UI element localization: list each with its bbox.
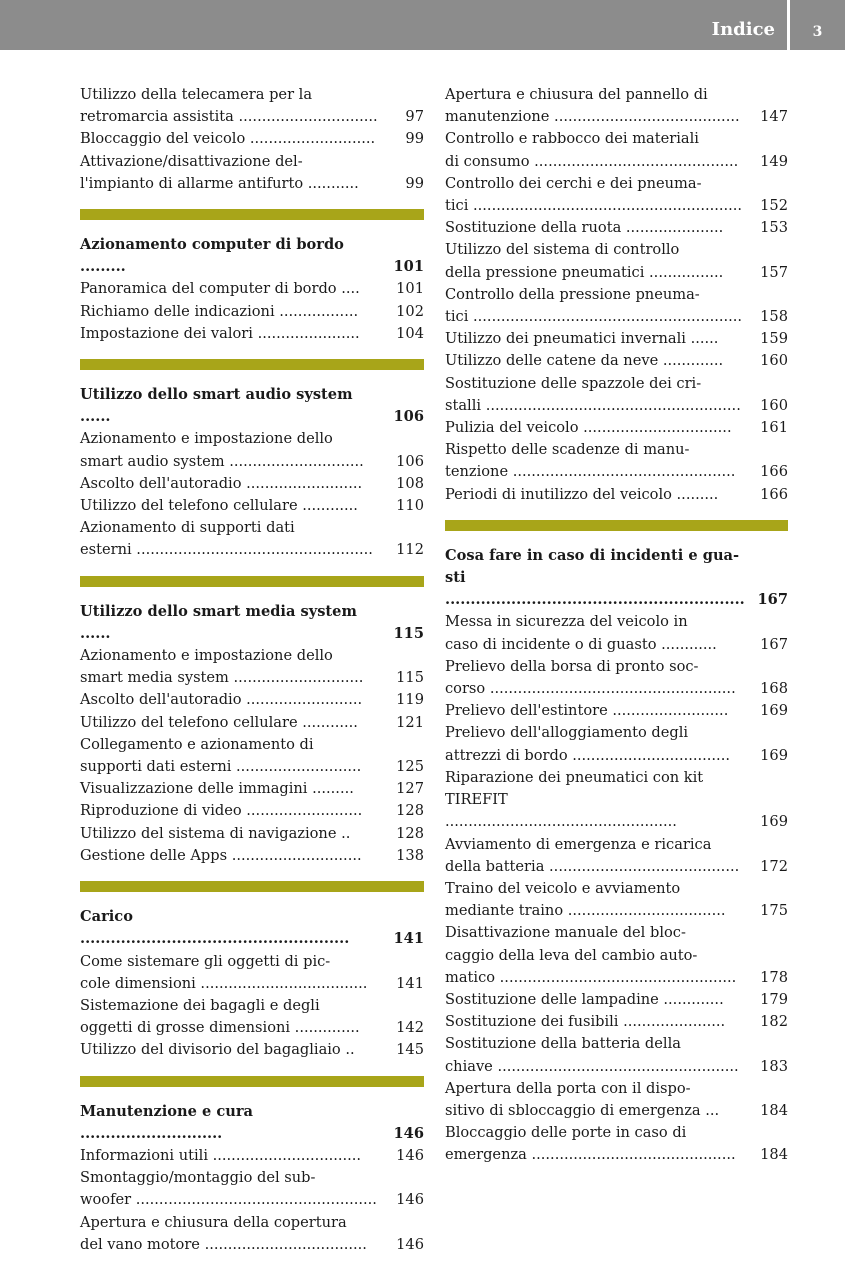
toc-entry-title: Sostituzione della ruota ..................... [445, 219, 724, 237]
toc-entry[interactable] [445, 834, 788, 878]
toc-entry-page: 104 [396, 324, 424, 342]
toc-entry[interactable] [445, 922, 788, 989]
toc-entry-page: 169 [760, 702, 788, 720]
toc-entry-title: Azionamento di supporti dati esterni ................................................... [80, 519, 373, 559]
toc-entry-page: 152 [760, 197, 788, 215]
toc-entry-title: Messa in sicurezza del veicolo in caso di incidente o di guasto ............ [445, 613, 717, 653]
toc-entry[interactable] [445, 350, 788, 372]
toc-entry-page: 178 [760, 968, 788, 986]
toc-entry-title: Sostituzione delle lampadine ............. [445, 990, 724, 1008]
toc-heading[interactable] [80, 234, 424, 278]
toc-heading[interactable] [80, 906, 424, 950]
toc-entry-title: Controllo della pressione pneuma- tici .......................................................... [445, 285, 743, 326]
toc-entry-title: Azionamento e impostazione dello smart media system ............................ [80, 647, 364, 687]
toc-entry-page: 161 [760, 419, 788, 437]
toc-entry[interactable] [80, 1167, 424, 1211]
toc-entry-title: Prelievo dell'estintore ......................... [445, 702, 729, 720]
toc-entry-title: Bloccaggio del veicolo ........................... [80, 130, 376, 148]
toc-entry-title: Riparazione dei pneumatici con kit TIREFIT .................................................. [445, 768, 704, 831]
toc-entry[interactable] [80, 645, 424, 689]
toc-entry[interactable] [80, 845, 424, 867]
toc-entry[interactable] [80, 517, 424, 561]
toc-entry[interactable] [445, 722, 788, 766]
toc-entry[interactable] [445, 656, 788, 700]
toc-entry-title: Utilizzo dei pneumatici invernali ...... [445, 330, 719, 348]
toc-entry-title: Apertura e chiusura del pannello di manutenzione ........................................ [445, 86, 740, 126]
toc-entry-page: 106 [396, 452, 424, 470]
toc-heading[interactable] [80, 601, 424, 645]
section-divider-bar [80, 1076, 424, 1087]
toc-entry-title: Utilizzo della telecamera per la retromarcia assistita .............................. [80, 86, 378, 126]
toc-entry-title: Utilizzo del telefono cellulare ............ [80, 713, 358, 731]
toc-entry[interactable] [445, 217, 788, 239]
toc-entry-page: 125 [396, 758, 424, 776]
toc-entry[interactable] [445, 1122, 788, 1166]
toc-entry-page: 169 [760, 813, 788, 831]
section-divider-bar [80, 881, 424, 892]
toc-entry[interactable] [445, 878, 788, 922]
toc-entry-page: 110 [396, 497, 424, 515]
toc-entry-page: 115 [393, 624, 424, 642]
toc-entry-page: 184 [760, 1101, 788, 1119]
toc-section [80, 881, 424, 1061]
toc-entry-title: Controllo dei cerchi e dei pneuma- tici .......................................................... [445, 174, 743, 215]
toc-entry-title: Avviamento di emergenza e ricarica della batteria ......................................... [445, 835, 740, 875]
toc-entry-title: Riproduzione di video ......................... [80, 802, 363, 820]
toc-entry-title: Impostazione dei valori ...................... [80, 324, 360, 342]
toc-entry-page: 166 [760, 463, 788, 481]
toc-entry[interactable] [80, 495, 424, 517]
toc-entry-title: Disattivazione manuale del bloc- caggio della leva del cambio auto- matico ................................................... [445, 924, 737, 986]
toc-entry[interactable] [80, 995, 424, 1039]
toc-entry[interactable] [445, 284, 788, 328]
toc-entry[interactable] [80, 128, 424, 150]
toc-entry[interactable] [80, 278, 424, 300]
toc-entry-title: Utilizzo del sistema di navigazione .. [80, 824, 351, 842]
toc-section [80, 359, 424, 562]
toc-entry-title: Azionamento e impostazione dello smart audio system ............................. [80, 430, 364, 470]
toc-entry-page: 142 [396, 1019, 424, 1037]
toc-entry[interactable] [445, 239, 788, 283]
toc-entry-title: Come sistemare gli oggetti di pic- cole dimensioni .................................... [80, 952, 368, 992]
toc-entry-page: 184 [760, 1146, 788, 1164]
toc-entry-page: 182 [760, 1013, 788, 1031]
toc-entry-title: Pulizia del veicolo ................................ [445, 419, 732, 437]
toc-entry[interactable] [445, 700, 788, 722]
toc-entry[interactable] [80, 800, 424, 822]
toc-entry-title: Carico ..................................................... [80, 908, 350, 948]
toc-heading[interactable] [445, 545, 788, 612]
toc-entry[interactable] [80, 84, 424, 128]
toc-entry-title: Prelievo dell'alloggiamento degli attrezzi di bordo .................................. [445, 724, 730, 764]
toc-entry-title: Utilizzo del sistema di controllo della pressione pneumatici ................ [445, 241, 724, 281]
toc-entry-title: Sostituzione dei fusibili ...................... [445, 1013, 726, 1031]
toc-entry[interactable] [445, 1011, 788, 1033]
toc-entry[interactable] [445, 1078, 788, 1122]
toc-entry-page: 179 [760, 990, 788, 1008]
toc-section [80, 209, 424, 345]
toc-section [80, 576, 424, 867]
toc-column-right [445, 84, 788, 1181]
toc-entry[interactable] [80, 473, 424, 495]
toc-entry-title: Panoramica del computer di bordo .... [80, 280, 360, 298]
toc-entry-title: Visualizzazione delle immagini ......... [80, 780, 354, 798]
toc-entry[interactable] [80, 428, 424, 472]
toc-entry[interactable] [445, 611, 788, 655]
toc-entry-page: 159 [760, 330, 788, 348]
toc-entry[interactable] [80, 323, 424, 345]
toc-entry-title: Ascolto dell'autoradio ......................... [80, 474, 363, 492]
toc-entry-title: Utilizzo del telefono cellulare ............ [80, 497, 358, 515]
toc-entry-page: 128 [396, 824, 424, 842]
page-header [0, 0, 845, 50]
toc-entry[interactable] [445, 989, 788, 1011]
toc-entry-title: Bloccaggio delle porte in caso di emergenza ............................................ [445, 1124, 736, 1164]
toc-section [80, 1076, 424, 1256]
toc-entry-page: 160 [760, 396, 788, 414]
toc-entry[interactable] [80, 734, 424, 778]
toc-entry-page: 160 [760, 352, 788, 370]
toc-entry[interactable] [80, 1212, 424, 1256]
toc-entry-title: Richiamo delle indicazioni ................. [80, 302, 359, 320]
toc-entry-page: 168 [760, 680, 788, 698]
toc-column-left [80, 84, 424, 1270]
toc-entry-title: Informazioni utili ................................ [80, 1146, 362, 1164]
toc-entry-page: 138 [396, 846, 424, 864]
toc-entry-title: Prelievo della borsa di pronto soc- corso ..................................................... [445, 657, 736, 698]
toc-entry-page: 149 [760, 152, 788, 170]
toc-entry-title: Sistemazione dei bagagli e degli oggetti di grosse dimensioni .............. [80, 996, 360, 1037]
toc-entry-page: 115 [396, 669, 424, 687]
toc-entry-title: Smontaggio/montaggio del sub- woofer .................................................... [80, 1169, 377, 1209]
toc-entry-page: 146 [396, 1235, 424, 1253]
toc-entry-page: 169 [760, 746, 788, 764]
toc-entry-title: Apertura della porta con il dispo- sitivo di sbloccaggio di emergenza ... [445, 1079, 720, 1119]
toc-entry-page: 97 [405, 108, 424, 126]
toc-entry-title: Azionamento computer di bordo ......... [80, 236, 344, 276]
toc-entry-title: Utilizzo del divisorio del bagagliaio .. [80, 1041, 355, 1059]
toc-section [80, 84, 424, 195]
toc-entry-title: Cosa fare in caso di incidenti e gua- sti ........................................................... [445, 546, 745, 609]
toc-entry-page: 101 [396, 280, 424, 298]
toc-entry-page: 157 [760, 263, 788, 281]
toc-entry-title: Utilizzo delle catene da neve ............. [445, 352, 724, 370]
toc-entry-title: Traino del veicolo e avviamento mediante traino .................................. [445, 879, 726, 920]
toc-entry[interactable] [445, 128, 788, 172]
toc-entry[interactable] [80, 1039, 424, 1061]
toc-entry-page: 102 [396, 302, 424, 320]
toc-entry-page: 101 [393, 258, 424, 276]
toc-entry-page: 106 [393, 408, 424, 426]
toc-entry[interactable] [445, 1033, 788, 1077]
toc-entry[interactable] [445, 439, 788, 483]
toc-entry[interactable] [445, 328, 788, 350]
toc-entry-page: 153 [760, 219, 788, 237]
section-divider-bar [80, 209, 424, 220]
toc-entry[interactable] [445, 484, 788, 506]
toc-entry-page: 99 [405, 130, 424, 148]
section-divider-bar [80, 359, 424, 370]
toc-entry-page: 128 [396, 802, 424, 820]
toc-heading[interactable] [80, 384, 424, 428]
toc-entry[interactable] [80, 1145, 424, 1167]
toc-entry[interactable] [80, 778, 424, 800]
toc-entry-title: Collegamento e azionamento di supporti dati esterni ........................... [80, 735, 362, 776]
header-title: Indice [711, 19, 775, 40]
toc-entry[interactable] [80, 951, 424, 995]
toc-entry-page: 175 [760, 902, 788, 920]
toc-entry[interactable] [80, 301, 424, 323]
toc-entry-title: Sostituzione della batteria della chiave .................................................... [445, 1035, 739, 1075]
section-divider-bar [80, 576, 424, 587]
toc-entry-page: 146 [396, 1146, 424, 1164]
toc-entry-page: 146 [393, 1124, 424, 1142]
toc-entry-page: 112 [396, 541, 424, 559]
toc-entry-title: Ascolto dell'autoradio ......................... [80, 691, 363, 709]
toc-entry[interactable] [80, 823, 424, 845]
page-number: 3 [812, 24, 823, 40]
toc-entry-page: 146 [396, 1191, 424, 1209]
toc-entry-title: Utilizzo dello smart media system ...... [80, 602, 357, 642]
toc-entry-page: 121 [396, 713, 424, 731]
toc-entry-page: 172 [760, 857, 788, 875]
toc-entry-title: Attivazione/disattivazione del- l'impianto di allarme antifurto ........... [80, 152, 359, 192]
toc-entry-page: 119 [396, 691, 424, 709]
toc-entry-page: 145 [396, 1041, 424, 1059]
toc-entry[interactable] [80, 689, 424, 711]
toc-entry[interactable] [445, 173, 788, 217]
toc-entry-page: 141 [396, 974, 424, 992]
toc-entry-page: 167 [757, 591, 788, 609]
toc-section [445, 520, 788, 1167]
toc-entry[interactable] [445, 373, 788, 417]
toc-heading[interactable] [80, 1101, 424, 1145]
toc-entry-page: 141 [393, 930, 424, 948]
toc-entry-page: 127 [396, 780, 424, 798]
toc-entry-title: Rispetto delle scadenze di manu- tenzione ................................................ [445, 441, 736, 481]
toc-entry-title: Utilizzo dello smart audio system ...... [80, 386, 353, 426]
toc-entry-page: 108 [396, 474, 424, 492]
toc-entry[interactable] [445, 84, 788, 128]
toc-entry-title: Gestione delle Apps ............................ [80, 846, 362, 864]
toc-entry-page: 158 [760, 308, 788, 326]
toc-entry-title: Apertura e chiusura della copertura del vano motore ................................... [80, 1213, 367, 1253]
toc-entry[interactable] [445, 417, 788, 439]
toc-entry-title: Manutenzione e cura ............................ [80, 1102, 254, 1142]
section-divider-bar [445, 520, 788, 531]
toc-entry-page: 166 [760, 485, 788, 503]
toc-entry-page: 99 [405, 174, 424, 192]
toc-entry-title: Periodi di inutilizzo del veicolo ......... [445, 485, 719, 503]
toc-entry-title: Controllo e rabbocco dei materiali di consumo ............................................ [445, 130, 739, 170]
toc-entry-page: 183 [760, 1057, 788, 1075]
toc-entry-title: Sostituzione delle spazzole dei cri- stalli ....................................................... [445, 374, 741, 414]
toc-section [445, 84, 788, 506]
toc-entry[interactable] [445, 767, 788, 834]
toc-entry[interactable] [80, 151, 424, 195]
toc-entry-page: 167 [760, 635, 788, 653]
toc-entry-page: 147 [760, 108, 788, 126]
toc-entry[interactable] [80, 712, 424, 734]
